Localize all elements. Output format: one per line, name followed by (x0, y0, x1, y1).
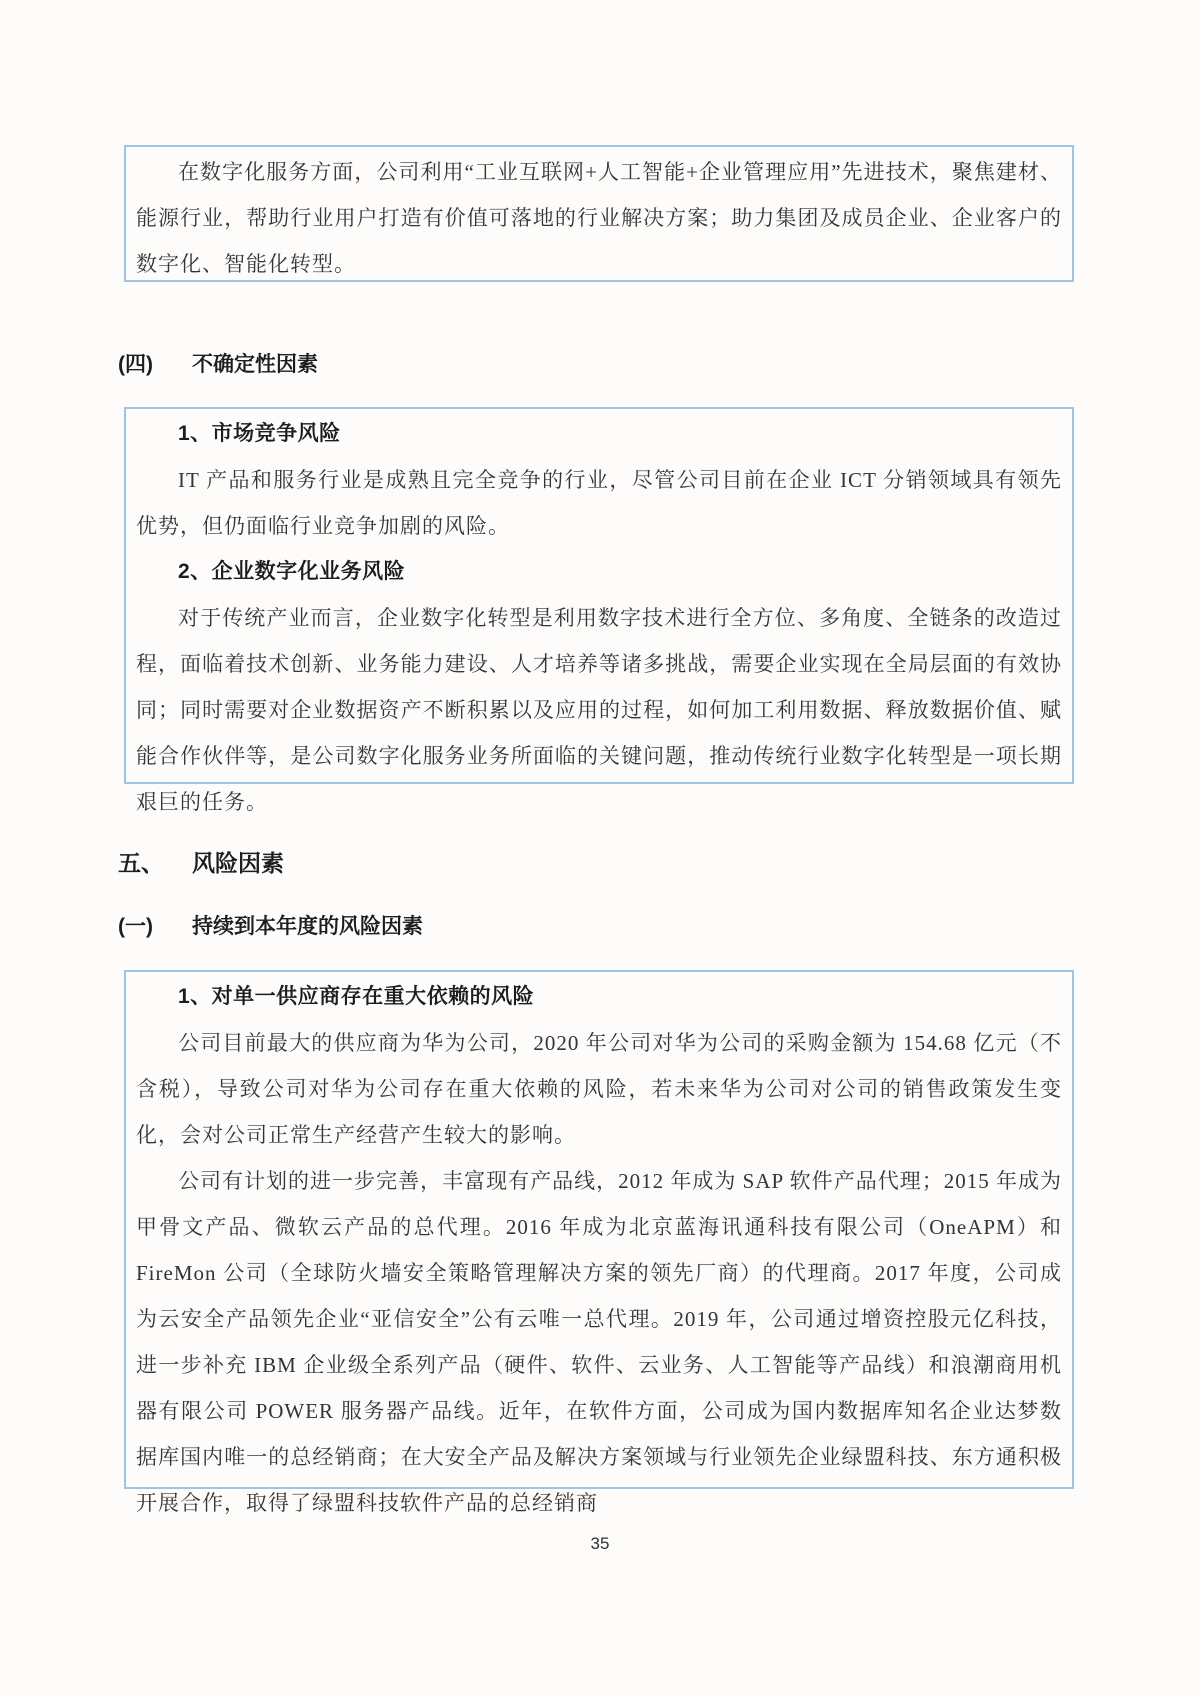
section-number: 五、 (118, 850, 164, 876)
section-heading-continuing-risks (118, 912, 423, 942)
section-number: (一) (118, 915, 153, 938)
uncertainty-factors-box (124, 407, 1074, 814)
supplier-dependence-risk-paragraph-2: 公司有计划的进一步完善，丰富现有产品线，2012 年成为 SAP 软件产品代理；2015 年成为甲骨文产品、微软云产品的总代理。2016 年成为北京蓝海讯通科技有限公司（OneAPM）和 FireMon 公司（全球防火墙安全策略管理解决方案的领先厂商）的代理商。2017 年度，公司成为云安全产品领先企业“亚信安全”公有云唯一总代理。2019 年，公司通过增资控股元亿科技，进一步补充 IBM 企业级全系列产品（硬件、软件、云业务、人工智能等产品线）和浪潮商用机器有限公司 POWER 服务器产品线。近年，在软件方面，公司成为国内数据库知名企业达梦数据库国内唯一的总经销商；在大安全产品及解决方案领域与行业领先企业绿盟科技、东方通积极开展合作，取得了绿盟科技软件产品的总经销商 (136, 1169, 1062, 1515)
section-title: 风险因素 (192, 850, 284, 876)
section-number: (四) (118, 353, 153, 376)
section-title: 持续到本年度的风险因素 (192, 915, 423, 938)
section-title: 不确定性因素 (192, 353, 318, 376)
supplier-dependence-risk-box (124, 970, 1074, 1515)
section-heading-risk-factors (118, 846, 284, 880)
digital-services-paragraph: 在数字化服务方面，公司利用“工业互联网+人工智能+企业管理应用”先进技术，聚焦建材、能源行业，帮助行业用户打造有价值可落地的行业解决方案；助力集团及成员企业、企业客户的数字化、智能化转型。 (136, 160, 1062, 276)
digitalization-business-risk-body: 对于传统产业而言，企业数字化转型是利用数字技术进行全方位、多角度、全链条的改造过程，面临着技术创新、业务能力建设、人才培养等诸多挑战，需要企业实现在全局层面的有效协同；同时需要对企业数据资产不断积累以及应用的过程，如何加工利用数据、释放数据价值、赋能合作伙伴等，是公司数字化服务业务所面临的关键问题，推动传统行业数字化转型是一项长期艰巨的任务。 (136, 606, 1062, 814)
supplier-dependence-risk-title: 1、对单一供应商存在重大依赖的风险 (178, 985, 535, 1008)
digitalization-business-risk-title: 2、企业数字化业务风险 (178, 560, 406, 583)
market-competition-risk-title: 1、市场竞争风险 (178, 422, 341, 445)
page-number: 35 (590, 1534, 610, 1553)
market-competition-risk-body: IT 产品和服务行业是成熟且完全竞争的行业，尽管公司目前在企业 ICT 分销领域具有领先优势，但仍面临行业竞争加剧的风险。 (136, 468, 1062, 538)
section-heading-uncertainty (118, 350, 318, 380)
digital-services-box (124, 145, 1074, 282)
supplier-dependence-risk-paragraph-1: 公司目前最大的供应商为华为公司，2020 年公司对华为公司的采购金额为 154.68 亿元（不含税），导致公司对华为公司存在重大依赖的风险，若未来华为公司对公司的销售政策发生变化，会对公司正常生产经营产生较大的影响。 (136, 1031, 1062, 1147)
